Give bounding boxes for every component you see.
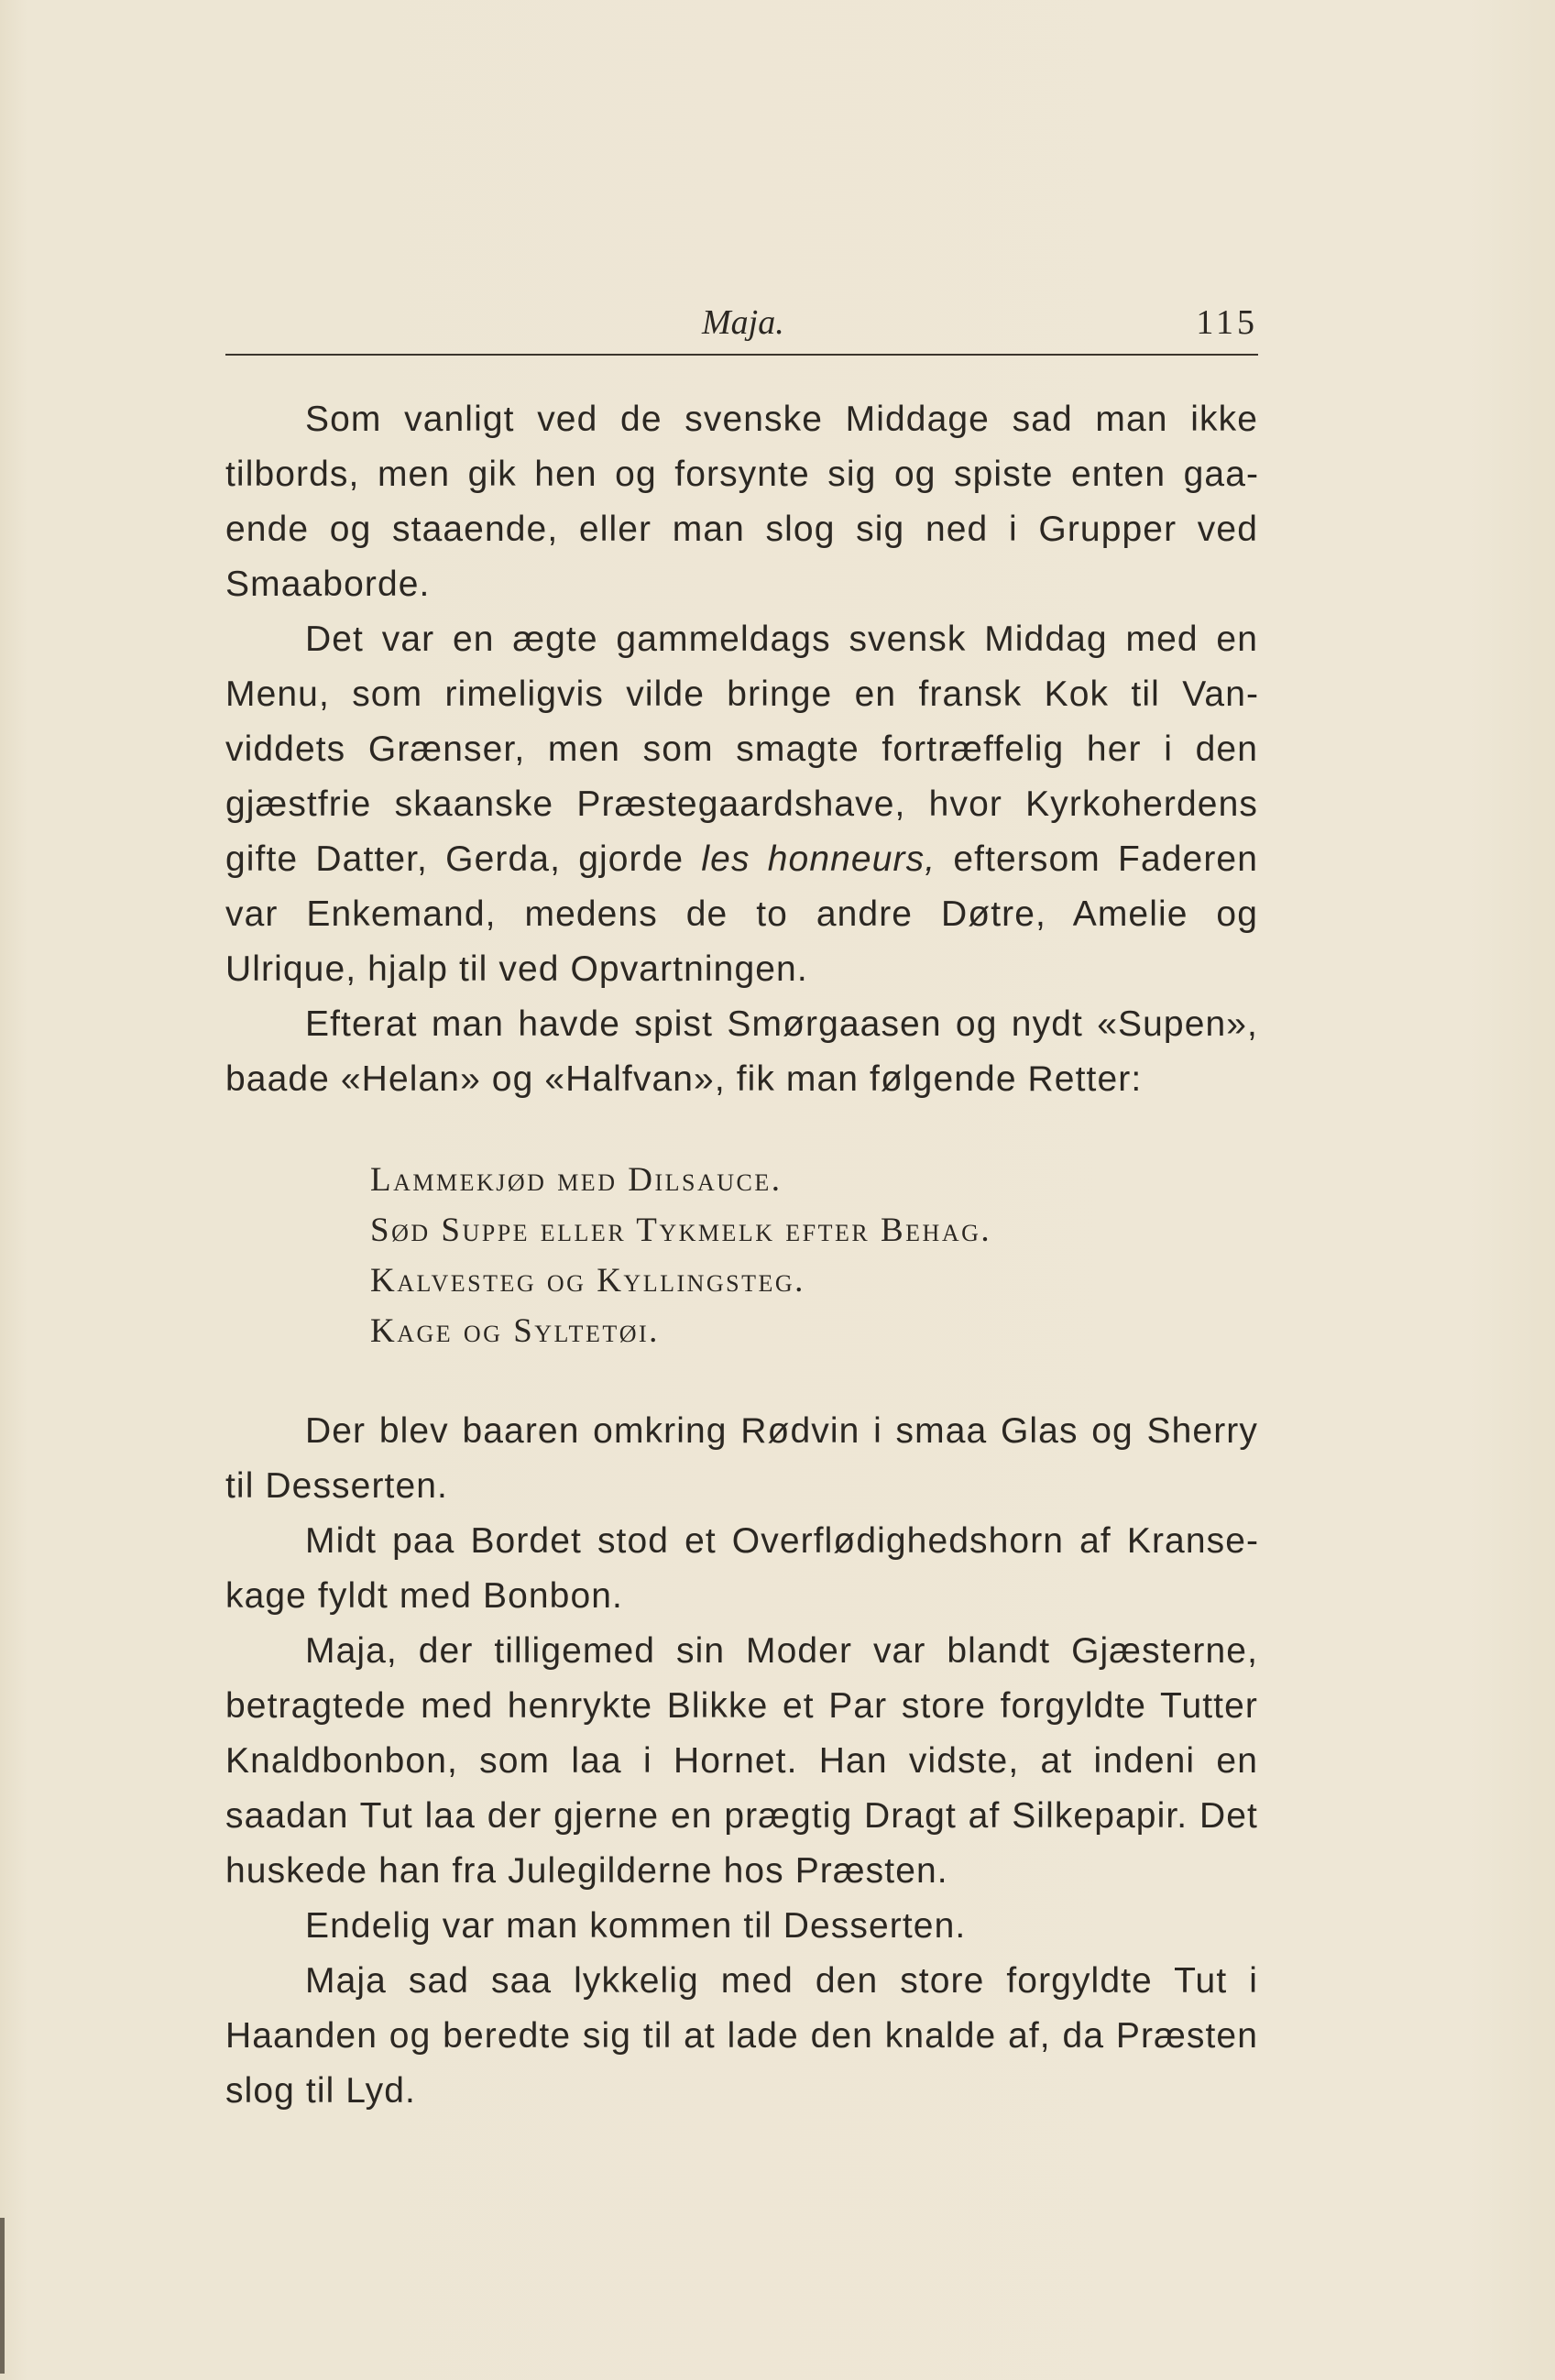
paragraph-3: Efterat man havde spist Smørgaasen og nydt «Supen», baade «Helan» og «Halfvan», fik man følgende Retter: xyxy=(225,1004,1258,1099)
paragraph-2-continuation: eftersom Faderen var Enkemand, medens de to andre Døtre, Amelie og Ulrique, hjalp til ved Opvartningen. xyxy=(225,839,1259,989)
paragraph-4: Der blev baaren omkring Rødvin i smaa Glas og Sherry til Desserten. xyxy=(225,1411,1258,1506)
menu-list xyxy=(370,1155,1258,1356)
paragraph-8: Maja sad saa lykkelig med den store forgyldte Tut i Haanden og beredte sig til at lade den knalde af, da Præsten slog til Lyd. xyxy=(225,1961,1258,2111)
paragraph-5: Midt paa Bordet stod et Overflødighedshorn af Kransekage fyldt med Bonbon. xyxy=(225,1521,1258,1616)
paragraph-6: Maja, der tilligemed sin Moder var blandt Gjæsterne, betragtede med henrykte Blikke et Par store forgyldte Tutter Knaldbonbon, som laa i Hornet. Han vidste, at indeni en saadan Tut laa der gjerne en prægtig Dragt af Silkepapir. Det huskede han fra Julegilderne hos Præsten. xyxy=(225,1631,1258,1891)
menu-item: Kalvesteg og Kyllingsteg. xyxy=(370,1262,805,1300)
menu-item: Lammekjød med Dilsauce. xyxy=(370,1161,783,1199)
menu-item: Sød Suppe eller Tykmelk efter Behag. xyxy=(370,1212,992,1249)
italic-phrase: les honneurs, xyxy=(701,839,936,879)
paragraph-2-text: Det var en ægte gammeldags svensk Middag med en Menu, som rimeligvis vilde bringe en fransk Kok til Vanviddets Grænser, men som smagte fortræffelig her i den gjæstfrie skaanske Præstegaardshave, hvor Kyrkoherdens gifte Datter, Gerda, gjorde xyxy=(225,620,1258,879)
binding-edge xyxy=(0,2218,5,2374)
page-number: 115 xyxy=(1196,303,1258,342)
paragraph-2 xyxy=(225,612,1258,997)
paragraph-1: Som vanligt ved de svenske Middage sad man ikke tilbords, men gik hen og forsynte sig og spiste enten gaaende og staaende, eller man slog sig ned i Grupper ved Smaaborde. xyxy=(225,400,1258,604)
header-rule xyxy=(225,354,1258,356)
paragraph-7: Endelig var man kommen til Desserten. xyxy=(305,1906,967,1946)
menu-item: Kage og Syltetøi. xyxy=(370,1312,660,1350)
running-title: Maja. xyxy=(702,303,784,342)
body-text xyxy=(225,392,1258,2119)
page-header xyxy=(225,302,1258,356)
